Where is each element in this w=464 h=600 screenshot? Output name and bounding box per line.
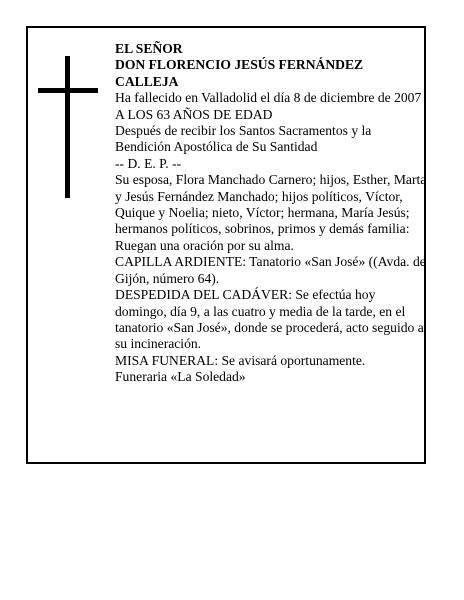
cross-icon — [38, 56, 100, 198]
mass-line: MISA FUNERAL: Se avisará oportunamente. — [115, 352, 366, 368]
sacraments-line: Después de recibir los Santos Sacramentos y la Bendición Apostólica de Su Santidad — [115, 123, 372, 155]
cross-horizontal-bar — [38, 88, 98, 93]
age-line: A LOS 63 AÑOS DE EDAD — [115, 106, 273, 122]
heading-title: EL SEÑOR — [115, 41, 183, 56]
rip-line: -- D. E. P. -- — [115, 155, 182, 171]
prayer-line: Ruegan una oración por su alma. — [115, 237, 294, 253]
death-announcement: Ha fallecido en Valladolid el día 8 de diciembre de 2007 — [115, 90, 422, 106]
deceased-name: DON FLORENCIO JESÚS FERNÁNDEZ CALLEJA — [115, 57, 364, 89]
obituary-text — [115, 41, 427, 386]
family-line: Su esposa, Flora Manchado Carnero; hijos, Esther, Marta y Jesús Fernández Manchado; hijos políticos, Víctor, Quique y Noelia; nieto, Víctor; hermana, María Jesús; hermanos políticos, sobrinos, primos y demás familia: — [115, 172, 427, 237]
chapel-line: CAPILLA ARDIENTE: Tanatorio «San José» ((Avda. de Gijón, número 64). — [115, 254, 426, 286]
cross-vertical-bar — [65, 56, 70, 198]
obituary-notice — [26, 26, 426, 464]
funeral-home-line: Funeraria «La Soledad» — [115, 369, 246, 385]
farewell-line: DESPEDIDA DEL CADÁVER: Se efectúa hoy domingo, día 9, a las cuatro y media de la tarde, en el tanatorio «San José», donde se procederá, acto seguido a su incineración. — [115, 287, 424, 352]
